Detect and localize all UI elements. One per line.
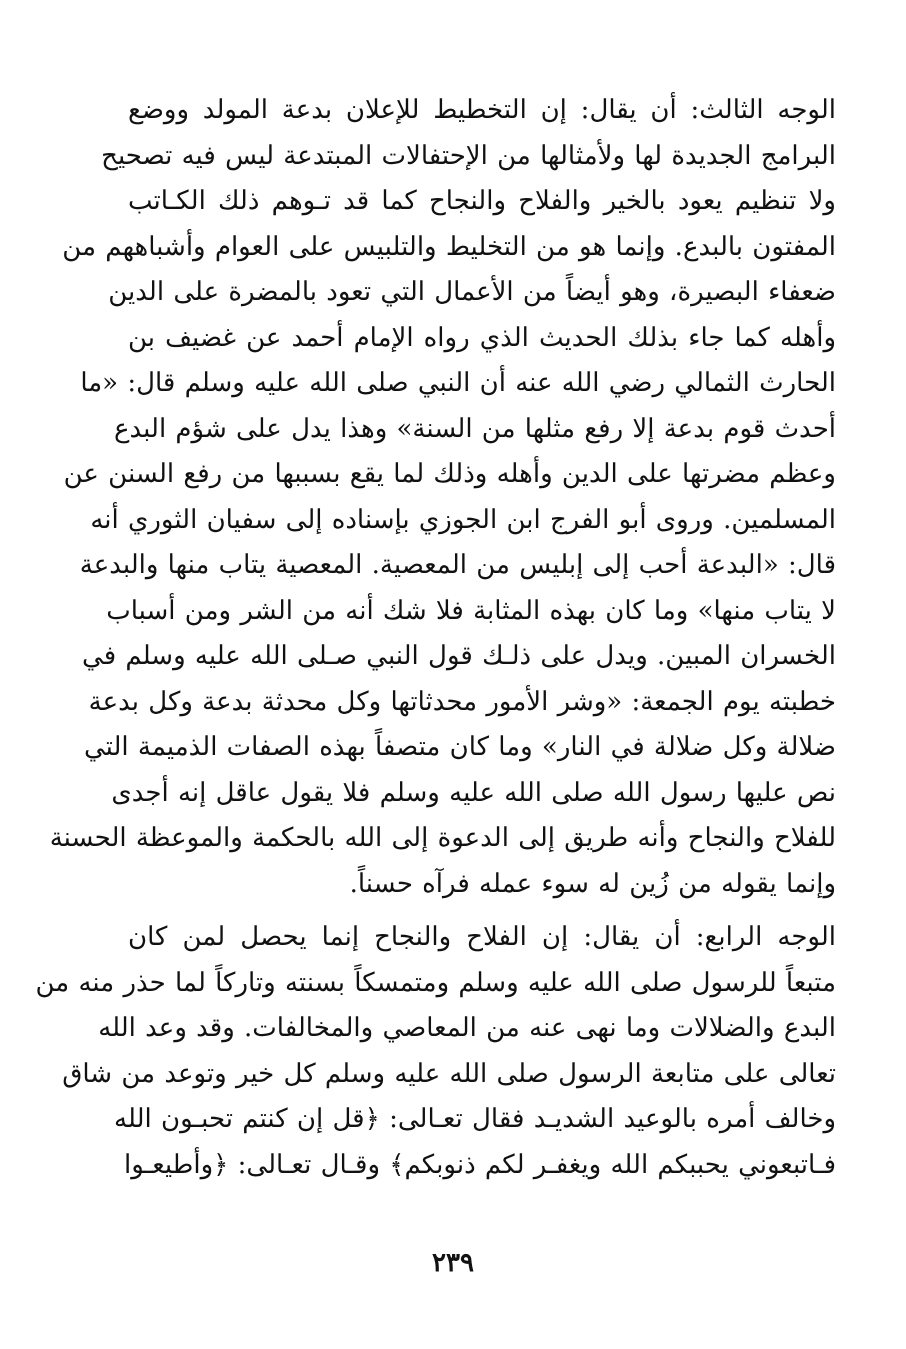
text-line: فـاتبعوني يحببكم الله ويغفـر لكم ذنوبكم﴾ وقـال تعـالى: ﴿وأطيعـوا xyxy=(124,1149,836,1180)
text-line: المسلمين. وروى أبو الفرج ابن الجوزي بإسناده إلى سفيان الثوري أنه xyxy=(90,504,836,535)
text-line: ضعفاء البصيرة، وهو أيضاً من الأعمال التي تعود بالمضرة على الدين xyxy=(108,277,836,307)
text-line: لا يتاب منها» وما كان بهذه المثابة فلا شك أنه من الشر ومن أسباب xyxy=(106,595,836,626)
text-line: وعظم مضرتها على الدين وأهله وذلك لما يقع بسببها من رفع السنن عن xyxy=(63,459,836,489)
text-line: الخسران المبين. ويدل على ذلـك قول النبي صـلى الله عليه وسلم في xyxy=(82,641,836,671)
text-line: البرامج الجديدة لها ولأمثالها من الإحتفالات المبتدعة ليس فيه تصحيح xyxy=(101,140,836,171)
text-line: متبعاً للرسول صلى الله عليه وسلم ومتمسكاً بسنته وتاركاً لما حذر منه من xyxy=(35,967,836,998)
text-line: الوجه الرابع: أن يقال: إن الفلاح والنجاح إنما يحصل لمن كان xyxy=(128,922,836,952)
text-line: قال: «البدعة أحب إلى إبليس من المعصية. المعصية يتاب منها والبدعة xyxy=(79,550,836,580)
text-line: تعالى على متابعة الرسول صلى الله عليه وسلم كل خير وتوعد من شاق xyxy=(62,1058,836,1089)
text-line: وأهله كما جاء بذلك الحديث الذي رواه الإمام أحمد عن غضيف بن xyxy=(128,322,836,353)
text-line: للفلاح والنجاح وأنه طريق إلى الدعوة إلى الله بالحكمة والموعظة الحسنة xyxy=(49,823,836,853)
text-line: نص عليها رسول الله صلى الله عليه وسلم فلا يقول عاقل إنه أجدى xyxy=(111,777,836,808)
text-line: المفتون بالبدع. وإنما هو من التخليط والتلبيس على العوام وأشباههم من xyxy=(62,231,836,262)
text-line: وخالف أمره بالوعيد الشديـد فقال تعـالى: ﴿قل إن كنتم تحبـون الله xyxy=(114,1104,836,1134)
paragraph-fourth-aspect xyxy=(35,915,836,1188)
text-line: البدع والضلالات وما نهى عنه من المعاصي والمخالفات. وقد وعد الله xyxy=(98,1013,836,1043)
page-number: ٢٣٩ xyxy=(432,1248,474,1278)
text-line: أحدث قوم بدعة إلا رفع مثلها من السنة» وهذا يدل على شؤم البدع xyxy=(114,413,836,444)
text-line: الوجه الثالث: أن يقال: إن التخطيط للإعلان بدعة المولد ووضع xyxy=(128,95,836,125)
text-line: ضلالة وكل ضلالة في النار» وما كان متصفاً بهذه الصفات الذميمة التي xyxy=(83,732,836,762)
document-page xyxy=(35,88,836,1308)
paragraph-third-aspect xyxy=(49,88,836,907)
text-line: ولا تنظيم يعود بالخير والفلاح والنجاح كما قد تـوهم ذلك الكـاتب xyxy=(128,186,836,216)
text-line: وإنما يقوله من زُين له سوء عمله فرآه حسناً. xyxy=(349,868,836,899)
text-line: خطبته يوم الجمعة: «وشر الأمور محدثاتها وكل محدثة بدعة وكل بدعة xyxy=(88,686,836,717)
text-line: الحارث الثمالي رضي الله عنه أن النبي صلى الله عليه وسلم قال: «ما xyxy=(80,368,836,398)
